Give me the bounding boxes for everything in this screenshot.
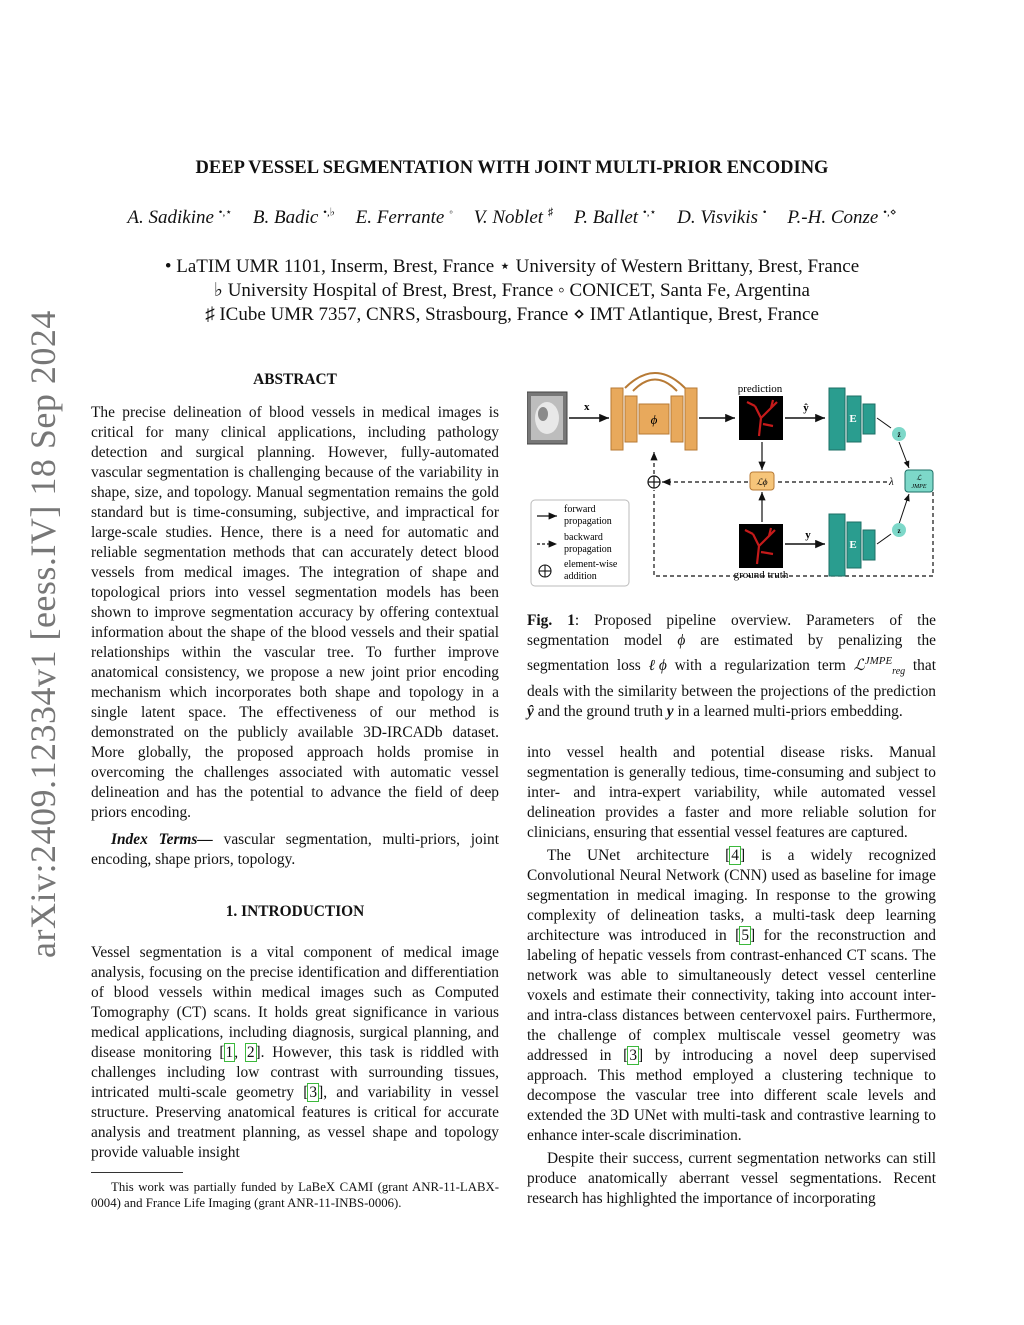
affiliation-line: ♭ University Hospital of Brest, Brest, France ◦ CONICET, Santa Fe, Argentina [214, 280, 810, 301]
footnote-rule [91, 1172, 183, 1173]
svg-text:propagation: propagation [564, 516, 612, 527]
prediction-label: prediction [737, 383, 783, 395]
citation-link[interactable]: 4 [731, 847, 739, 864]
right-column [527, 743, 936, 1209]
citation-link[interactable]: 5 [741, 927, 750, 944]
svg-text:ℒ: ℒ [916, 474, 922, 482]
x-label: x [584, 401, 590, 413]
author: P. Ballet •,⋆ [574, 207, 657, 229]
intro-paragraph-continued: into vessel health and potential disease risks. Manual segmentation is generally tedious, time-consuming and subject to inter- and intra-expert variability, while automated vessel delineation provides a faster and more reliable solution for clinicians, ensuring that essential vessel features are captured. [527, 744, 936, 841]
ct-input-image [527, 392, 567, 444]
svg-text:propagation: propagation [564, 544, 612, 555]
svg-text:element-wise: element-wise [564, 559, 618, 570]
intro-paragraph: Vessel segmentation is a vital component of medical image analysis, focusing on the precise identification and differentiation of blood vessels within medical images such as Computed Tomography (CT) scans. It holds great significance in various medical applications, including diagnosis, surgical planning, and disease monitoring [1, 2]. However, this task is riddled with challenges including low contrast with surrounding tissues, intricated multi-scale geometry [3], and variability in vessel structure. Preserving anatomical features is critical for accurate analysis and treatment planning, as vessel shape and topology provide valuable insight [91, 944, 500, 1161]
author: D. Visvikis • [677, 207, 767, 229]
intro-paragraph: Despite their success, current segmentation networks can still produce anatomically aberrant vessel segmentations. Recent research has highlighted the importance of incorporating [527, 1150, 936, 1207]
ground-truth-label: ground truth [733, 569, 789, 581]
phi-label: ϕ [650, 412, 658, 427]
unet-model [611, 373, 697, 450]
pipeline-figure [527, 366, 939, 588]
svg-text:ẑ: ẑ [897, 431, 901, 439]
left-column [91, 370, 499, 1163]
svg-text:z: z [897, 527, 901, 535]
svg-text:forward: forward [564, 504, 596, 515]
y-label: y [805, 529, 811, 541]
svg-text:addition: addition [564, 571, 597, 582]
author: P.-H. Conze •,⋄ [787, 207, 897, 229]
abstract-text: The precise delineation of blood vessels in medical images is critical for many clinical applications, including pathology detection and surgical planning. However, fully-automated vascular segmentation is challenging because of the variability in shape, size, and topology. Manual segmentation remains the gold standard but is time-consuming, subjective, and impractical for large-scale studies. Hence, there is a need for automatic and reliable segmentation methods that can accurately detect blood vessels from medical images. The integration of shape and topological priors into vessel segmentation models has been shown to improve segmentation accuracy by offering contextual information about the shape of the blood vessels and their spatial relationships within the vascular tree. To further improve anatomical consistency, we propose a new joint prior encoding mechanism which incorporates both shape and topology in a single latent space. The effectiveness of our method is demonstrated on the publicly available 3D-IRCADb dataset. More globally, the proposed approach holds promise in overcoming the challenges associated with automatic vessel delineation and has the potential to advance the field of deep priors encoding. [91, 404, 499, 821]
svg-text:backward: backward [564, 532, 603, 543]
affiliation-line: ♯ ICube UMR 7357, CNRS, Strasbourg, France ⋄ IMT Atlantique, Brest, France [205, 304, 819, 325]
ground-truth-image [739, 524, 783, 568]
svg-text:E: E [849, 539, 857, 551]
figure-legend [531, 500, 629, 586]
intro-paragraph: The UNet architecture [4] is a widely recognized Convolutional Neural Network (CNN) used as baseline for image segmentation in medical imaging. In response to the growing complexity of delineation tasks, a multi-task deep learning architecture was introduced in [5] for the reconstruction and labeling of hepatic vessels from contrast-enhanced CT scans. The network was able to simultaneously detect vessel centerline voxels and estimate their connectivity, taking into account inter- and intra-class distances between centervoxel pairs. Furthermore, the challenge of complex multiscale vessel geometry was addressed in [3] by introducing a novel deep supervised approach. This method employed a clustering technique to decompose the vascular tree into different scale levels and extended the 3D UNet with multi-task and contrastive learning to enhance inter-scale discrimination. [527, 847, 936, 1144]
arxiv-sidebar: arXiv:2409.12334v1 [eess.IV] 18 Sep 2024 [23, 310, 63, 958]
author: A. Sadikine •,⋆ [127, 207, 233, 229]
introduction-heading: 1. INTRODUCTION [225, 903, 365, 920]
paper-title: DEEP VESSEL SEGMENTATION WITH JOINT MULTI-PRIOR ENCODING [195, 158, 829, 178]
footnote: This work was partially funded by LaBeX CAMI (grant ANR-11-LABX-0004) and France Life Imaging (grant ANR-11-INBS-0006). [91, 1180, 499, 1210]
svg-text:E: E [849, 413, 857, 425]
author-list [0, 206, 1024, 229]
citation-link[interactable]: 1 [225, 1044, 234, 1061]
svg-text:ℒϕ: ℒϕ [756, 477, 768, 487]
abstract-heading: ABSTRACT [253, 371, 337, 388]
author: B. Badic •,♭ [252, 207, 335, 229]
index-terms: Index Terms— vascular segmentation, multi-priors, joint encoding, shape priors, topology. [91, 831, 500, 868]
encoder-top [829, 388, 875, 450]
citation-link[interactable]: 2 [246, 1044, 255, 1061]
prediction-image [739, 396, 783, 440]
figure-caption: Fig. 1: Proposed pipeline overview. Parameters of the segmentation model ϕ are estimated by penalizing the segmentation loss ℓϕ with a regularization term ℒ$^{JMPE}_{reg}$ that deals with the similarity between the projections of the prediction ŷ and the ground truth y in a learned multi-priors embedding. [527, 612, 936, 721]
citation-link[interactable]: 3 [309, 1084, 318, 1101]
author: V. Noblet ♯ [473, 207, 554, 229]
affiliation-line: • LaTIM UMR 1101, Inserm, Brest, France ⋆ University of Western Brittany, Brest, France [164, 256, 860, 277]
encoder-bottom [829, 514, 875, 576]
lambda-label: λ [889, 476, 894, 488]
yhat-label: ŷ [803, 402, 809, 414]
svg-text:JMPE: JMPE [911, 484, 927, 490]
author: E. Ferrante ◦ [355, 207, 453, 229]
citation-link[interactable]: 3 [629, 1047, 638, 1064]
